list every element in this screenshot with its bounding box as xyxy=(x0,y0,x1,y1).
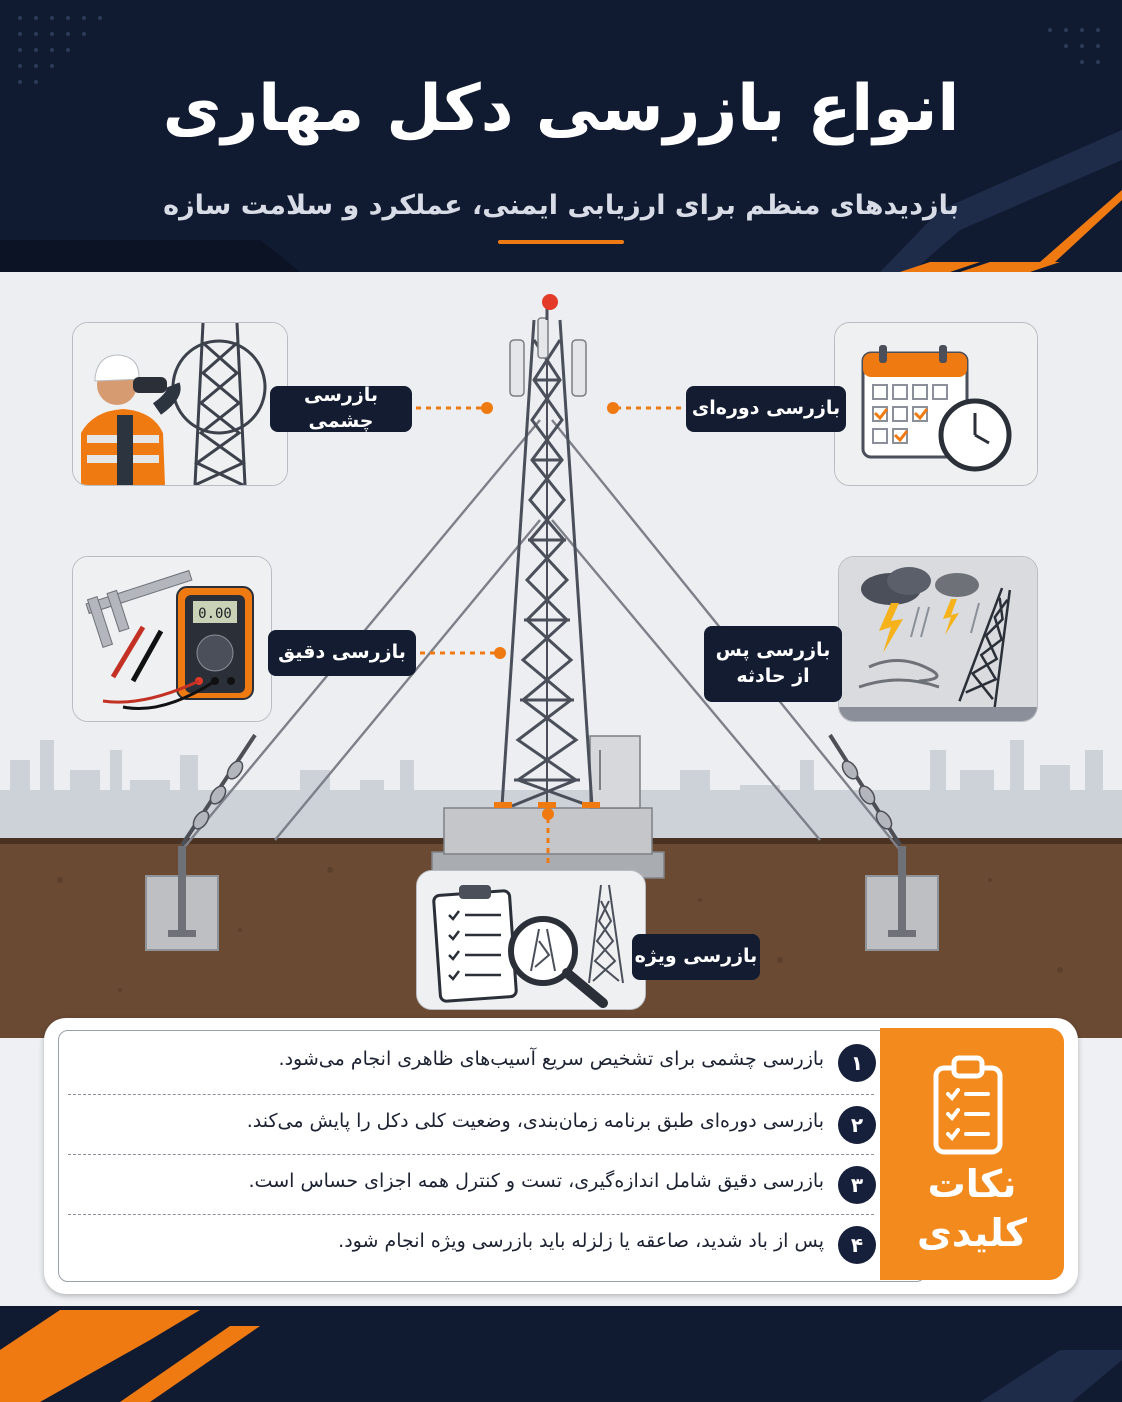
note-number: ۱ xyxy=(838,1044,876,1082)
caliper-multimeter-icon xyxy=(73,557,271,721)
note-text: بازرسی چشمی برای تشخیص سریع آسیب‌های ظاهری انجام می‌شود. xyxy=(278,1048,824,1070)
note-number: ۲ xyxy=(838,1106,876,1144)
label-special-inspection: بازرسی ویژه xyxy=(632,934,760,980)
note-number: ۳ xyxy=(838,1166,876,1204)
equipment-cabinet xyxy=(590,736,640,808)
multimeter-reading: 0.00 xyxy=(198,606,232,622)
card-periodic-inspection xyxy=(834,322,1038,486)
page-subtitle: بازدیدهای منظم برای ارزیابی ایمنی، عملکرد و سلامت سازه xyxy=(163,190,959,221)
card-post-incident-inspection xyxy=(838,556,1038,722)
card-visual-inspection xyxy=(72,322,288,486)
storm-tower-icon xyxy=(839,557,1037,721)
card-special-inspection xyxy=(416,870,646,1010)
inspector-binoculars-icon xyxy=(73,323,287,485)
note-text: بازرسی دوره‌ای طبق برنامه زمان‌بندی، وضعیت کلی دکل را پایش می‌کند. xyxy=(246,1110,824,1132)
notes-title-block xyxy=(880,1028,1064,1280)
clipboard-icon xyxy=(880,1050,1064,1170)
page-title: انواع بازرسی دکل مهاری xyxy=(162,72,960,146)
card-precise-inspection xyxy=(72,556,272,722)
checklist-magnifier-icon xyxy=(417,871,645,1009)
key-notes-panel xyxy=(44,1018,1078,1294)
note-text: پس از باد شدید، صاعقه یا زلزله باید بازرسی ویژه انجام شود. xyxy=(338,1230,824,1252)
note-text: بازرسی دقیق شامل اندازه‌گیری، تست و کنترل همه اجزای حساس است. xyxy=(248,1170,824,1192)
notes-title: نکات کلیدی xyxy=(917,1162,1027,1256)
calendar-clock-icon xyxy=(835,323,1037,485)
note-number: ۴ xyxy=(838,1226,876,1264)
note-item xyxy=(66,1214,876,1274)
label-post-incident-inspection: بازرسی پس از حادثه xyxy=(704,626,842,702)
note-item xyxy=(66,1032,876,1092)
label-periodic-inspection: بازرسی دوره‌ای xyxy=(686,386,846,432)
note-item xyxy=(66,1094,876,1154)
note-item xyxy=(66,1154,876,1214)
label-precise-inspection: بازرسی دقیق xyxy=(268,630,416,676)
label-visual-inspection: بازرسی چشمی xyxy=(270,386,412,432)
beacon-light xyxy=(542,294,558,310)
